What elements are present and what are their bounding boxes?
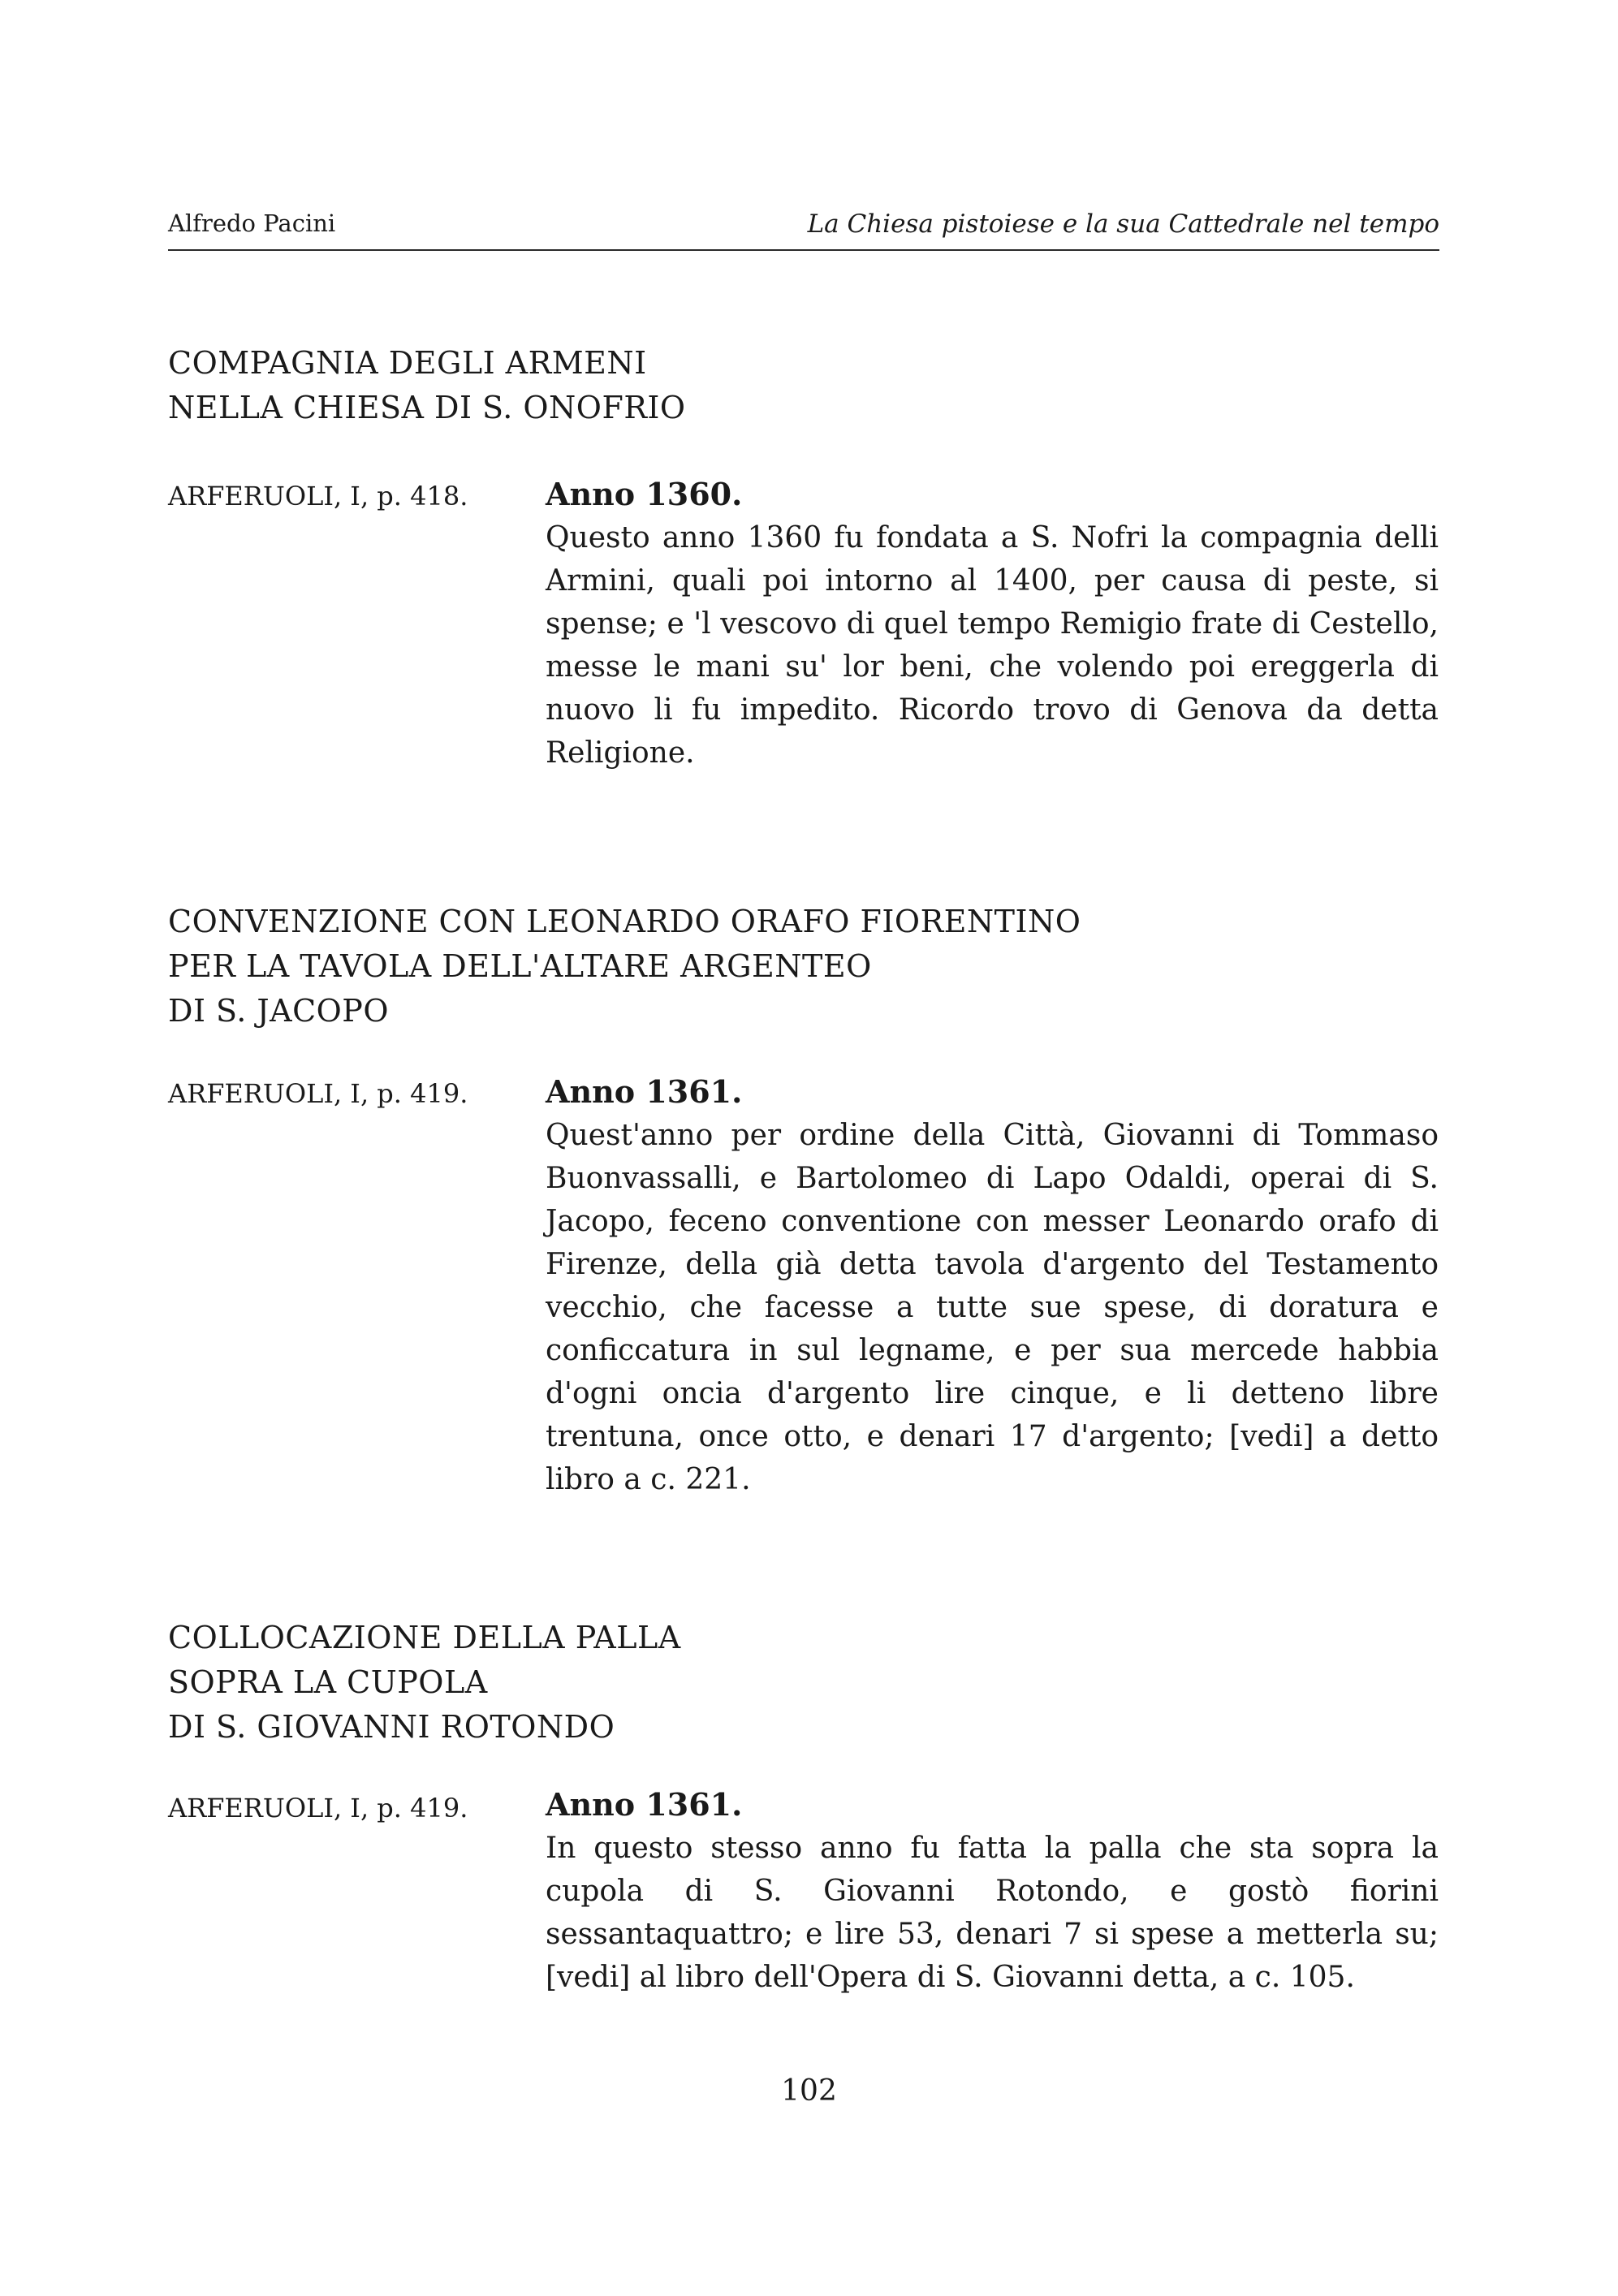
- section-title: [168, 1616, 681, 1750]
- section-title-line: SOPRA LA CUPOLA: [168, 1664, 488, 1700]
- section-title-line: PER LA TAVOLA DELL'ALTARE ARGENTEO: [168, 948, 872, 984]
- section-title-line: COMPAGNIA DEGLI ARMENI: [168, 345, 647, 381]
- entry: [546, 1783, 1439, 1999]
- entry-text: Quest'anno per ordine della Città, Giovanni di Tommaso Buonvassalli, e Bartolomeo di Lapo Odaldi, operai di S. Jacopo, feceno conventione con messer Leonardo orafo di Firenze, della già detta tavola d'argento del Testamento vecchio, che facesse a tutte sue spese, di doratura e conficcatura in sul legname, e per sua mercede habbia d'ogni oncia d'argento lire cinque, e li detteno libre trentuna, once otto, e denari 17 d'argento; [vedi] a detto libro a c. 221.: [546, 1119, 1439, 1496]
- section-title-line: COLLOCAZIONE DELLA PALLA: [168, 1620, 681, 1655]
- running-header-title: La Chiesa pistoiese e la sua Cattedrale nel tempo: [807, 209, 1439, 239]
- entry: [546, 473, 1439, 775]
- section-title-line: NELLA CHIESA DI S. ONOFRIO: [168, 390, 686, 425]
- entry-year: Anno 1361.: [546, 1073, 743, 1110]
- page-number: 102: [781, 2074, 837, 2108]
- source-reference: ARFERUOLI, I, p. 419.: [168, 1078, 468, 1109]
- entry-text: In questo stesso anno fu fatta la palla che sta sopra la cupola di S. Giovanni Rotondo, e gostò fiorini sessantaquattro; e lire 53, denari 7 si spese a metterla su; [vedi] al libro dell'Opera di S. Giovanni detta, a c. 105.: [546, 1832, 1439, 1994]
- section-title: [168, 900, 1081, 1034]
- section-title: [168, 341, 686, 430]
- header-rule: [168, 249, 1439, 251]
- entry-text: Questo anno 1360 fu fondata a S. Nofri la compagnia delli Armini, quali poi intorno al 1400, per causa di peste, si spense; e 'l vescovo di quel tempo Remigio frate di Cestello, messe le mani su' lor beni, che volendo poi ereggerla di nuovo li fu impedito. Ricordo trovo di Genova da detta Religione.: [546, 521, 1439, 770]
- entry-year: Anno 1361.: [546, 1786, 743, 1823]
- section-title-line: DI S. JACOPO: [168, 993, 390, 1029]
- running-header-author: Alfredo Pacini: [168, 209, 336, 237]
- entry-year: Anno 1360.: [546, 476, 743, 512]
- entry: [546, 1070, 1439, 1501]
- source-reference: ARFERUOLI, I, p. 419.: [168, 1793, 468, 1823]
- source-reference: ARFERUOLI, I, p. 418.: [168, 481, 468, 511]
- section-title-line: CONVENZIONE CON LEONARDO ORAFO FIORENTINO: [168, 904, 1081, 939]
- section-title-line: DI S. GIOVANNI ROTONDO: [168, 1709, 615, 1745]
